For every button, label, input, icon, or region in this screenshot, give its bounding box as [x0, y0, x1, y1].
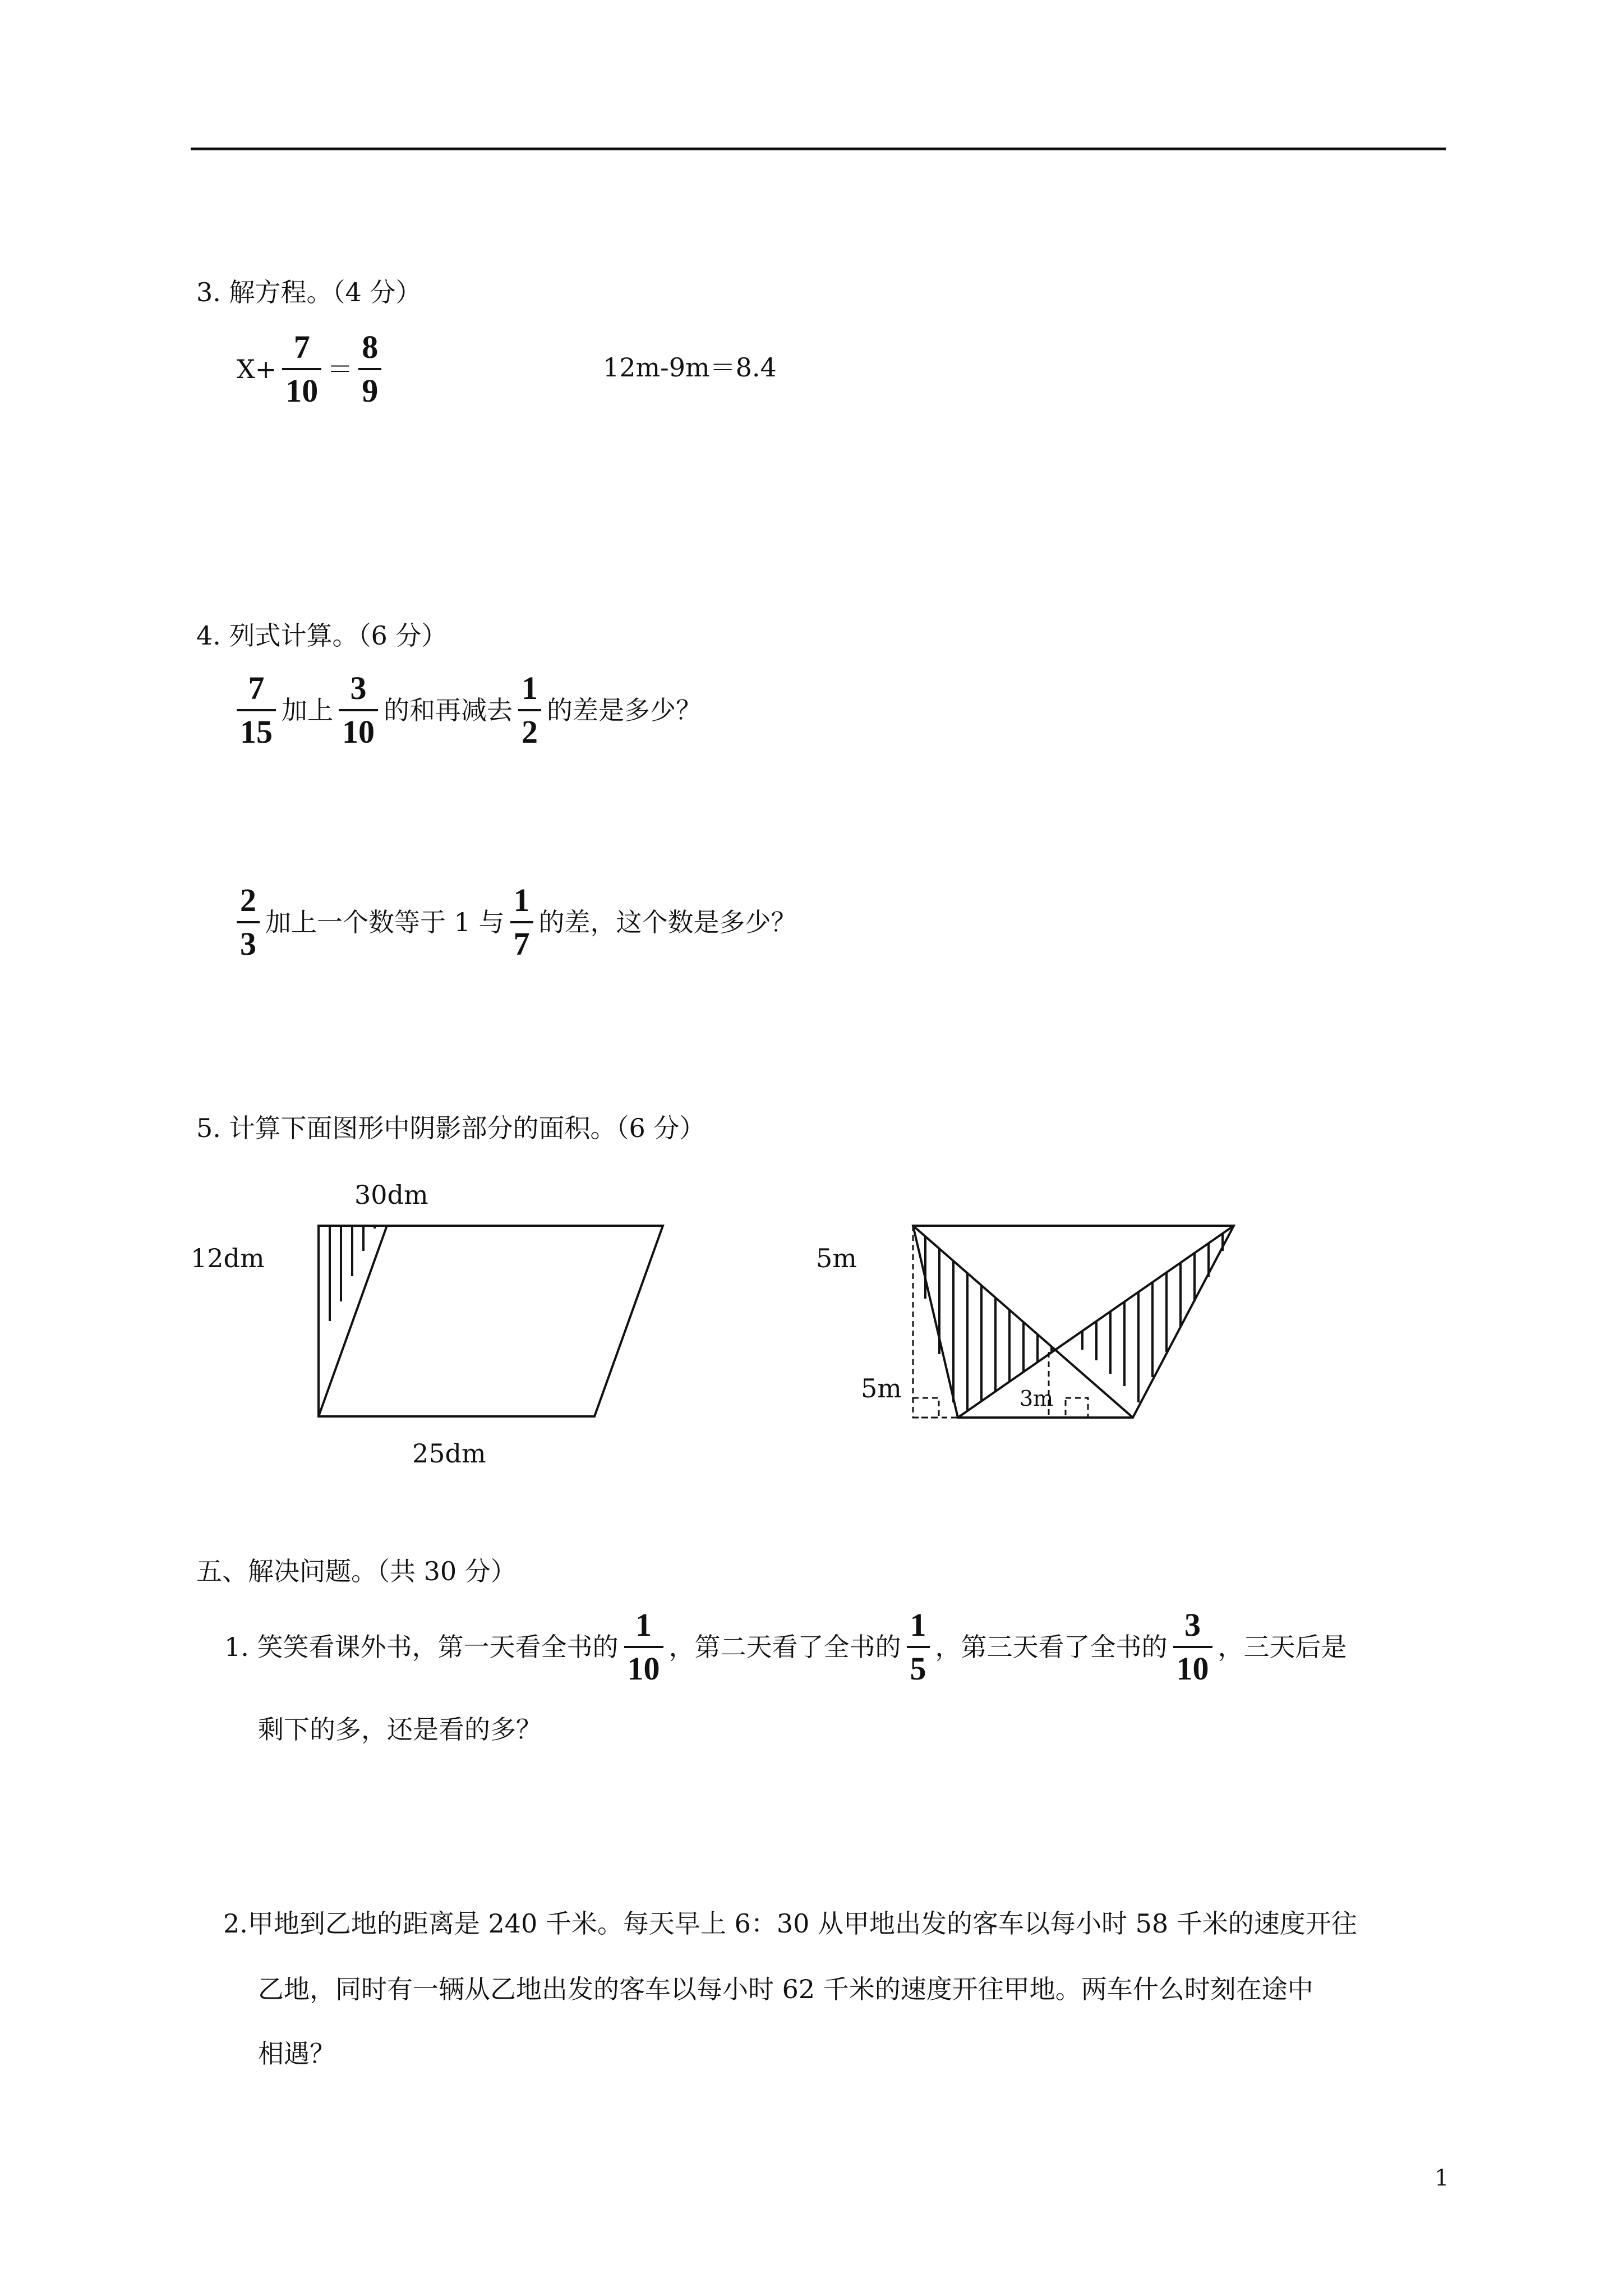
s5-problem-2-line-3: 相遇？	[258, 2039, 335, 2069]
fraction: $\frac{1}{5}$	[907, 1608, 930, 1686]
fraction: $\frac{1}{7}$	[510, 883, 533, 961]
fig2-label-base: 3m	[1020, 1386, 1054, 1411]
q3-equation-2: 12m-9m＝8.4	[603, 352, 777, 383]
q3-title: 3. 解方程。（4 分）	[196, 277, 422, 307]
fig2-label-left-top: 5m	[816, 1243, 857, 1273]
page-number: 1	[1435, 2165, 1449, 2191]
fig1-label-top: 30dm	[354, 1180, 428, 1210]
q4-p1-text-2: 的和再减去	[384, 695, 513, 725]
s5-problem-2-line-2: 乙地，同时有一辆从乙地出发的客车以每小时 62 千米的速度开往甲地。两车什么时刻在途中	[258, 1974, 1313, 2004]
s5-problem-1-line-2: 剩下的多，还是看的多？	[258, 1714, 542, 1745]
fraction: $\frac{3}{10}$	[1173, 1608, 1212, 1686]
eq1-equals: ＝	[327, 354, 353, 384]
fraction: $\frac{1}{10}$	[624, 1608, 663, 1686]
q4-p1-text-1: 加上	[282, 695, 333, 725]
fig1-label-left: 12dm	[191, 1243, 265, 1273]
s5-p1-text-a: 1. 笑笑看课外书，第一天看全书的	[224, 1632, 619, 1662]
s5-problem-2-line-1: 2.甲地到乙地的距离是 240 千米。每天早上 6：30 从甲地出发的客车以每小时 58 千米的速度开往	[223, 1908, 1357, 1939]
trapezoid-figure	[897, 1217, 1256, 1430]
eq1-x: X+	[237, 354, 277, 384]
fraction: $\frac{7}{10}$	[282, 330, 321, 408]
header-rule	[191, 148, 1446, 150]
q4-p1-text-3: 的差是多少？	[547, 695, 702, 725]
q4-title: 4. 列式计算。（6 分）	[196, 620, 448, 651]
q4-p2-text-1: 加上一个数等于 1 与	[265, 907, 505, 937]
s5-p1-text-b: ，第二天看了全书的	[668, 1632, 901, 1662]
fraction: $\frac{1}{2}$	[518, 671, 541, 749]
fraction: $\frac{3}{10}$	[339, 671, 378, 749]
fraction: $\frac{2}{3}$	[237, 883, 260, 961]
q3-equation-1	[237, 330, 387, 408]
s5-p1-text-c: ，第三天看了全书的	[935, 1632, 1168, 1662]
parallelogram-figure	[314, 1217, 684, 1430]
q4-problem-1	[237, 671, 702, 749]
q5-title: 5. 计算下面图形中阴影部分的面积。（6 分）	[196, 1113, 706, 1143]
fraction: $\frac{8}{9}$	[358, 330, 381, 408]
q4-problem-2	[237, 883, 797, 961]
q4-p2-text-2: 的差，这个数是多少？	[538, 907, 797, 937]
fraction: $\frac{7}{15}$	[237, 671, 276, 749]
section5-title: 五、解决问题。（共 30 分）	[196, 1556, 517, 1586]
s5-p1-text-d: ，三天后是	[1218, 1632, 1347, 1662]
fig1-label-bottom: 25dm	[412, 1438, 486, 1469]
s5-problem-1-line-1	[224, 1608, 1347, 1686]
fig2-label-left-bottom: 5m	[861, 1373, 902, 1404]
